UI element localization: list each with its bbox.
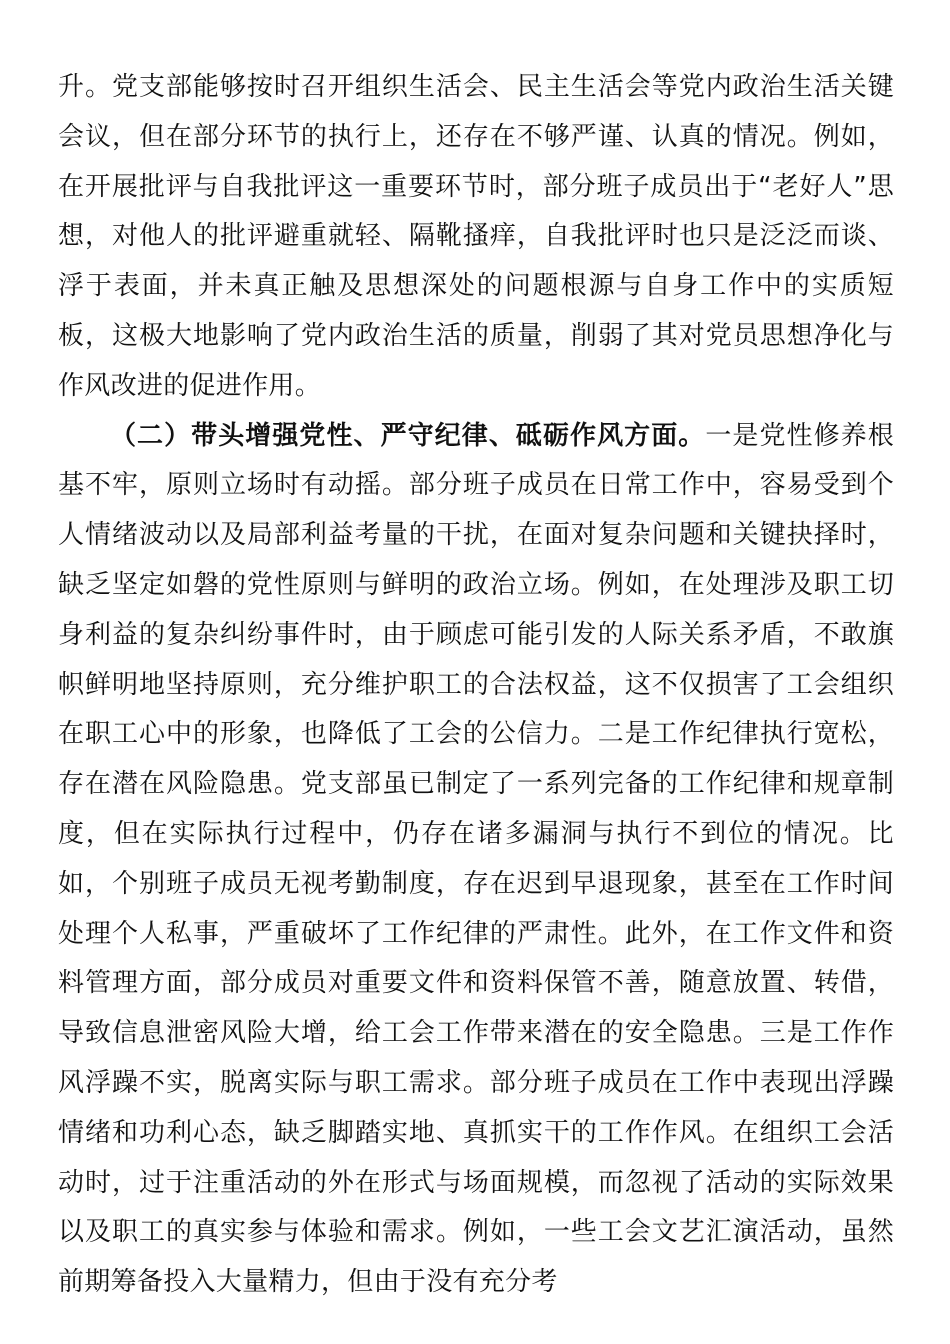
section-body-text: 一是党性修养根基不牢，原则立场时有动摇。部分班子成员在日常工作中，容易受到个人情绪波动以及局部利益考量的干扰，在面对复杂问题和关键抉择时，缺乏坚定如磐的党性原则与鲜明的政治立场。例如，在处理涉及职工切身利益的复杂纠纷事件时，由于顾虑可能引发的人际关系矛盾，不敢旗帜鲜明地坚持原则，充分维护职工的合法权益，这不仅损害了工会组织在职工心中的形象，也降低了工会的公信力。二是工作纪律执行宽松，存在潜在风险隐患。党支部虽已制定了一系列完备的工作纪律和规章制度，但在实际执行过程中，仍存在诸多漏洞与执行不到位的情况。比如，个别班子成员无视考勤制度，存在迟到早退现象，甚至在工作时间处理个人私事，严重破坏了工作纪律的严肃性。此外，在工作文件和资料管理方面，部分成员对重要文件和资料保管不善，随意放置、转借，导致信息泄密风险大增，给工会工作带来潜在的安全隐患。三是工作作风浮躁不实，脱离实际与职工需求。部分班子成员在工作中表现出浮躁情绪和功利心态，缺乏脚踏实地、真抓实干的工作作风。在组织工会活动时，过于注重活动的外在形式与场面规模，而忽视了活动的实际效果以及职工的真实参与体验和需求。例如，一些工会文艺汇演活动，虽然前期筹备投入大量精力，但由于没有充分考 [58, 420, 894, 1298]
document-page [58, 63, 894, 1308]
section-heading: （二）带头增强党性、严守纪律、砥砺作风方面。 [110, 420, 706, 451]
body-paragraph: 升。党支部能够按时召开组织生活会、民主生活会等党内政治生活关键会议，但在部分环节的执行上，还存在不够严谨、认真的情况。例如，在开展批评与自我批评这一重要环节时，部分班子成员出于“老好人”思想，对他人的批评避重就轻、隔靴搔痒，自我批评时也只是泛泛而谈、浮于表面，并未真正触及思想深处的问题根源与自身工作中的实质短板，这极大地影响了党内政治生活的质量，削弱了其对党员思想净化与作风改进的促进作用。 [58, 72, 894, 401]
section-paragraph [58, 412, 894, 1308]
